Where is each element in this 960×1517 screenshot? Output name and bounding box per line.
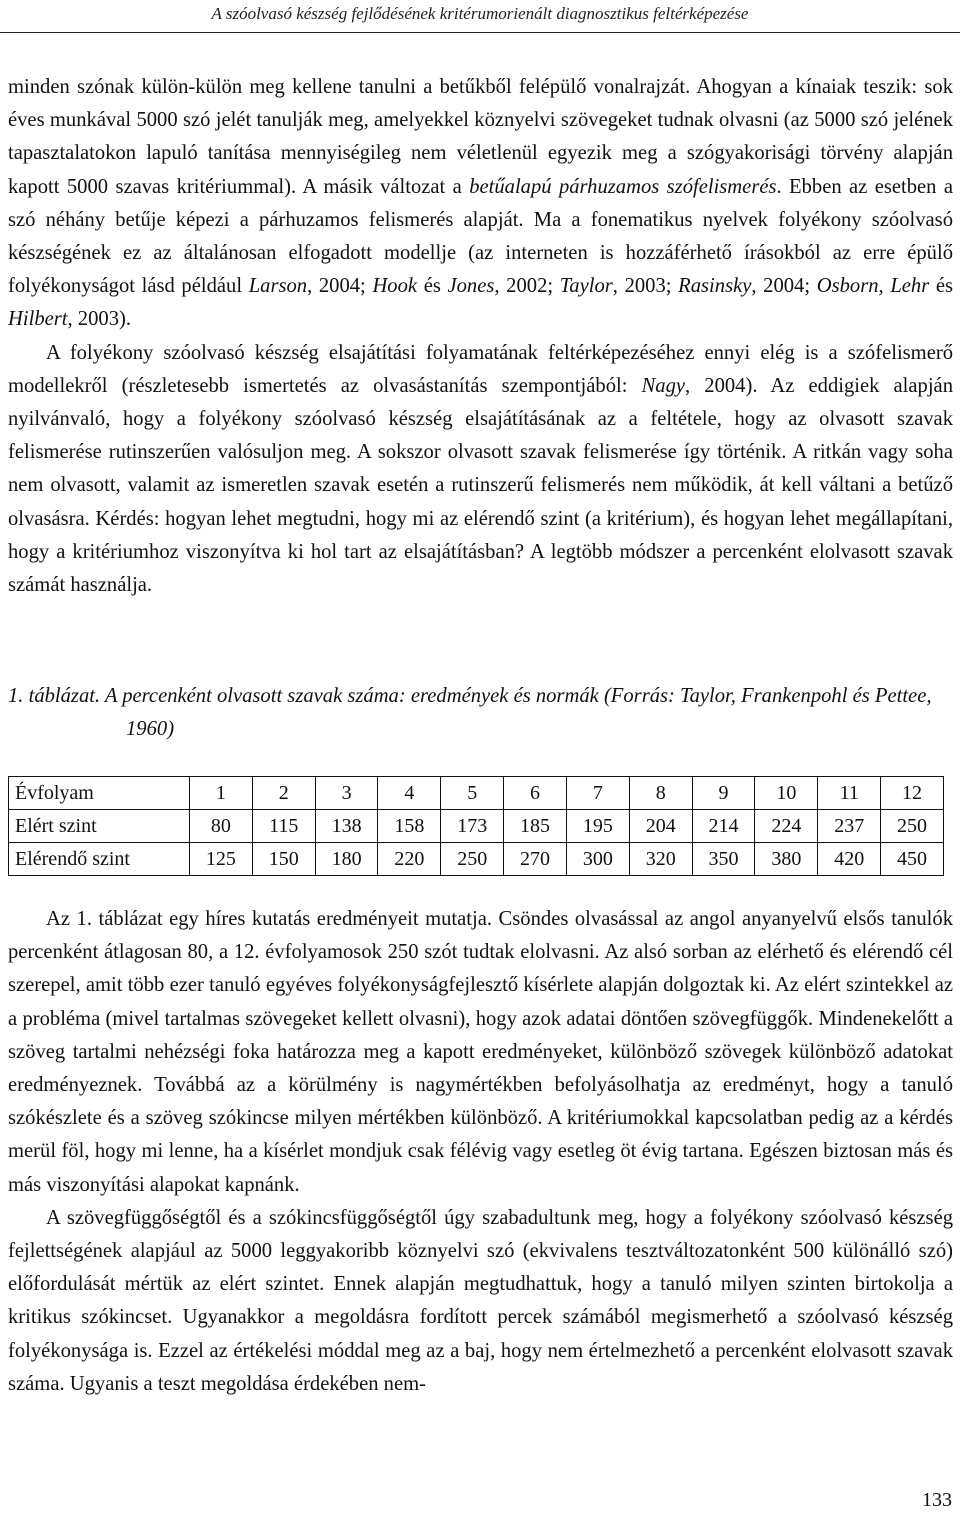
table-cell: 420 bbox=[818, 843, 881, 876]
running-header: A szóolvasó készség fejlődésének kritérumorienált diagnosztikus feltérképezése bbox=[211, 4, 749, 23]
table-cell: 185 bbox=[504, 810, 567, 843]
table-cell: 10 bbox=[755, 777, 818, 810]
table-cell: 270 bbox=[504, 843, 567, 876]
paragraph-1: minden szónak külön-külön meg kellene tanulni a betűkből felépülő vonalrajzát. Ahogyan a kínaiak teszik: sok éves munkával 5000 szó jelét tanulják meg, amelyekkel köznyelvi szövegeket tudnak olvasni (az 5000 szó jelének tapasztalatokon lapuló tanítása mennyiségileg nem véletlenül egyezik meg a szógyakorisági törvény alapján kapott 5000 szavas kritériummal). A másik változat a betűalapú párhuzamos szófelismerés. Ebben az esetben a szó néhány betűje képezi a párhuzamos felismerés alapját. Ma a fonematikus nyelvek folyékony szóolvasó készségének ez az általánosan elfogadott modellje (az interneten is hozzáférhető írásokból az erre épülő folyékonyságot lásd például Larson, 2004; Hook és Jones, 2002; Taylor, 2003; Rasinsky, 2004; Osborn, Lehr és Hilbert, 2003). bbox=[8, 76, 954, 331]
citation: Taylor bbox=[559, 275, 613, 298]
table-cell: 250 bbox=[441, 843, 504, 876]
table-cell: 5 bbox=[441, 777, 504, 810]
table-cell: 3 bbox=[315, 777, 378, 810]
table-cell: 138 bbox=[315, 810, 378, 843]
table-cell: 214 bbox=[692, 810, 755, 843]
table-cell: 350 bbox=[692, 843, 755, 876]
table-cell: 237 bbox=[818, 810, 881, 843]
table-cell: 180 bbox=[315, 843, 378, 876]
citation: Nagy bbox=[641, 374, 686, 397]
table-row bbox=[9, 843, 944, 876]
citation: Osborn, Lehr bbox=[816, 275, 930, 298]
table-cell: 4 bbox=[378, 777, 441, 810]
table-cell: 9 bbox=[692, 777, 755, 810]
table-cell: 158 bbox=[378, 810, 441, 843]
table-cell: 125 bbox=[190, 843, 253, 876]
row-header: Elérendő szint bbox=[9, 843, 190, 876]
table-cell: 224 bbox=[755, 810, 818, 843]
body-text-lower bbox=[8, 903, 953, 1401]
page-number: 133 bbox=[922, 1489, 952, 1511]
citation: Rasinsky bbox=[678, 275, 752, 298]
row-header: Elért szint bbox=[9, 810, 190, 843]
table-cell: 8 bbox=[629, 777, 692, 810]
header-divider bbox=[0, 32, 960, 33]
citation: Jones bbox=[447, 275, 495, 298]
table-cell: 195 bbox=[566, 810, 629, 843]
table-cell: 11 bbox=[818, 777, 881, 810]
table-cell: 220 bbox=[378, 843, 441, 876]
table-cell: 12 bbox=[881, 777, 944, 810]
paragraph-3: Az 1. táblázat egy híres kutatás eredményeit mutatja. Csöndes olvasással az angol anyanyelvű elsős tanulók percenként átlagosan 80, a 12. évfolyamosok 250 szót tudtak elolvasni. Az alsó sorban az elérhető és elérendő cél szerepel, amit több ezer tanuló egyéves folyékonyságfejlesztő kísérlete alapján dolgoztak ki. Az elért szintekkel az a probléma (mivel tartalmas szövegeket kellett olvasni), hogy azok adatai döntően szövegfüggők. Mindenekelőtt a szöveg tartalmi nehézségi foka határozza meg a kapott eredményeket, különböző szövegek különböző adatokat eredményeznek. Továbbá az a körülmény is nagymértékben befolyásolhatja az eredményt, hogy a tanuló szókészlete és a szöveg szókincse milyen mértékben különböző. A kritériumokkal kapcsolatban pedig az a kérdés merül föl, hogy mi lenne, ha a kísérlet mondjuk csak félévig vagy esetleg öt évig tartana. Egészen biztosan más és más viszonyítási alapokat kapnánk. bbox=[8, 908, 953, 1196]
table-cell: 380 bbox=[755, 843, 818, 876]
table-cell: 7 bbox=[566, 777, 629, 810]
table-cell: 450 bbox=[881, 843, 944, 876]
table-row bbox=[9, 777, 944, 810]
table-cell: 2 bbox=[252, 777, 315, 810]
row-header: Évfolyam bbox=[9, 777, 190, 810]
table-cell: 1 bbox=[190, 777, 253, 810]
table-cell: 80 bbox=[190, 810, 253, 843]
paragraph-2: A folyékony szóolvasó készség elsajátítási folyamatának feltérképezéséhez ennyi elég is a szófelismerő modellekről (részletesebb ismertetés az olvasástanítás szempontjából: Nagy, 2004). Az eddigiek alapján nyilvánvaló, hogy a folyékony szóolvasó készség elsajátításának az a feltétele, hogy az olvasott szavak felismerése rutinszerűen valósuljon meg. A sokszor olvasott szavak felismerése így történik. A ritkán vagy soha nem olvasott, valamit az ismeretlen szavak esetén a rutinszerű felismerés nem működik, át kell váltani a betűző olvasásra. Kérdés: hogyan lehet megtudni, hogy mi az elérendő szint (a kritérium), és hogyan lehet megállapítani, hogy a kritériumhoz viszonyítva ki hol tart az elsajátításban? A legtöbb módszer a percenként elolvasott szavak számát használja. bbox=[8, 341, 953, 597]
table-cell: 320 bbox=[629, 843, 692, 876]
table-cell: 150 bbox=[252, 843, 315, 876]
table-cell: 115 bbox=[252, 810, 315, 843]
table-row bbox=[9, 810, 944, 843]
citation: Hook bbox=[372, 275, 418, 298]
table-cell: 250 bbox=[881, 810, 944, 843]
body-text-upper bbox=[8, 71, 953, 602]
table-caption: 1. táblázat. A percenként olvasott szavak száma: eredmények és normák (Forrás: Taylor, Frankenpohl és Pettee, 1960) bbox=[8, 685, 932, 740]
table-cell: 204 bbox=[629, 810, 692, 843]
emphasis-term: betűalapú párhuzamos szófelismerés bbox=[469, 175, 777, 198]
results-table bbox=[8, 776, 944, 876]
table-cell: 300 bbox=[566, 843, 629, 876]
citation: Hilbert bbox=[8, 308, 68, 331]
table-cell: 173 bbox=[441, 810, 504, 843]
citation: Larson bbox=[248, 275, 308, 298]
table-cell: 6 bbox=[504, 777, 567, 810]
paragraph-4: A szövegfüggőségtől és a szókincsfüggőségtől úgy szabadultunk meg, hogy a folyékony szóolvasó készség fejlettségének alapjául az 5000 leggyakoribb köznyelvi szó (ekvivalens tesztváltozatonként 500 különálló szó) előfordulását mértük az elért szintet. Ennek alapján megtudhattuk, hogy a tanuló milyen szinten birtokolja a kritikus szókincset. Ugyanakkor a megoldásra fordított percek számából megismerhető a szóolvasó készség folyékonysága is. Ezzel az értékelési móddal meg az a baj, hogy nem értelmezhető a percenként elolvasott szavak száma. Ugyanis a teszt megoldása érdekében nem- bbox=[8, 1206, 953, 1395]
